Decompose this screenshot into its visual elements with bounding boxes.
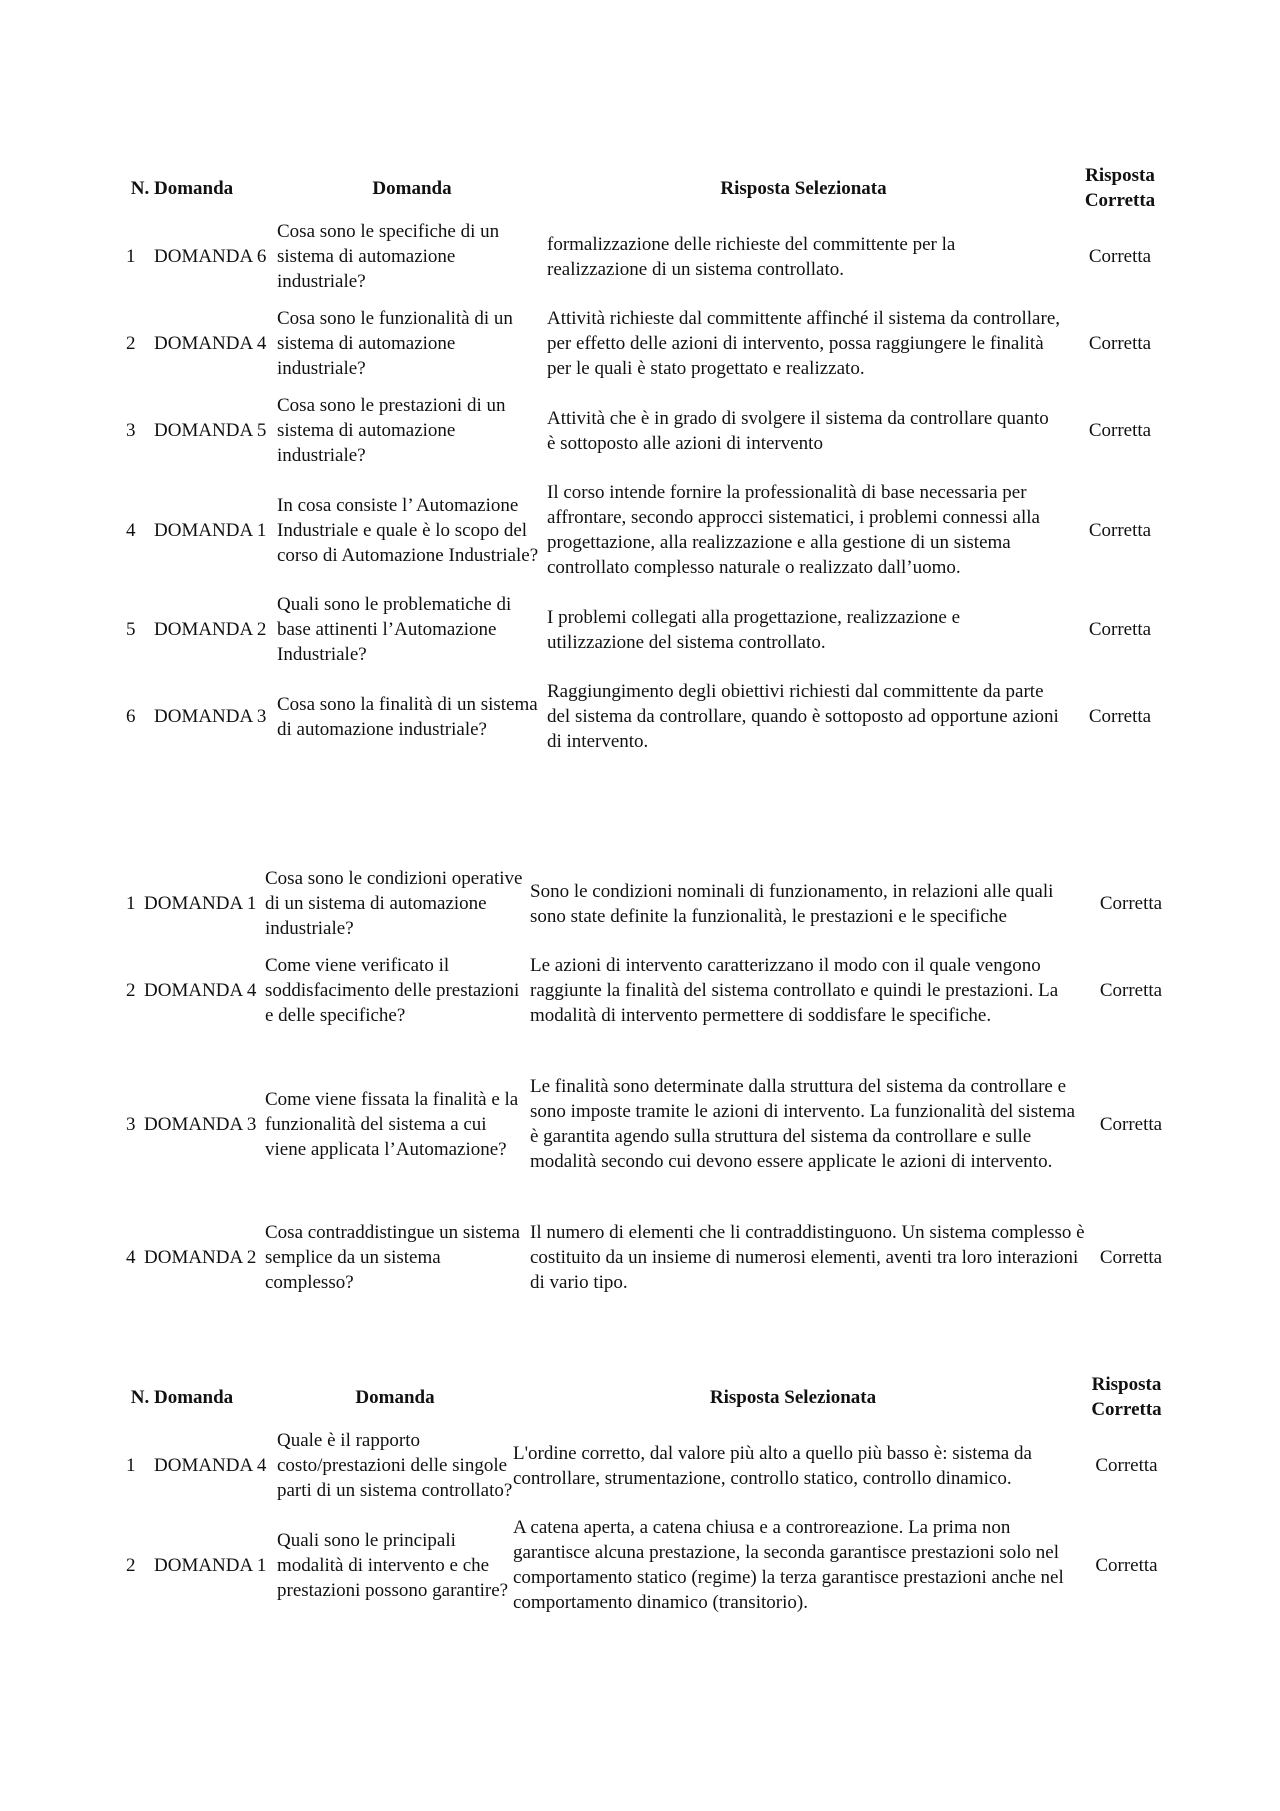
quiz-table-3: [126, 1366, 1180, 1627]
header-domanda: Domanda: [355, 1386, 435, 1408]
question-text: In cosa consiste l’ Automazione Industriale e quale è lo scopo del corso di Automazione Industriale?: [277, 494, 539, 566]
question-text: Cosa sono le condizioni operative di un sistema di automazione industriale?: [265, 868, 523, 939]
row-number: 6: [126, 706, 136, 727]
question-text: Come viene fissata la finalità e la funzionalità del sistema a cui viene applicata l’Automazione?: [265, 1088, 519, 1160]
table-row: [126, 306, 1180, 393]
question-text: Cosa sono le prestazioni di un sistema di automazione industriale?: [277, 395, 506, 466]
row-number: 5: [126, 619, 136, 640]
question-id: DOMANDA 1: [154, 1554, 267, 1576]
selected-answer: I problemi collegati alla progettazione, realizzazione e utilizzazione del sistema controllato.: [547, 606, 961, 653]
answer-result: Corretta: [1088, 519, 1152, 541]
row-number: 2: [126, 980, 136, 1001]
selected-answer: Il corso intende fornire la professionalità di base necessaria per affrontare, secondo approcci sistematici, i problemi connessi alla progettazione, alla realizzazione e alla gestione di un sistema controllato complesso naturale o realizzato dall’uomo.: [547, 482, 1040, 578]
answer-result: Corretta: [1088, 333, 1152, 354]
row-number: 3: [126, 1113, 136, 1135]
question-id: DOMANDA 6: [154, 246, 267, 267]
question-id: DOMANDA 1: [154, 519, 267, 541]
table-row: [126, 1220, 1176, 1307]
question-text: Come viene verificato il soddisfacimento delle prestazioni e delle specifiche?: [265, 955, 520, 1026]
table-header-row: [126, 157, 1180, 219]
header-domanda-id: Domanda: [154, 1386, 234, 1408]
selected-answer: A catena aperta, a catena chiusa e a controreazione. La prima non garantisce alcuna prestazione, la seconda garantisce prestazioni solo nel comportamento statico (regime) la terza garantisce prestazioni anche nel comportamento dinamico (transitorio).: [513, 1517, 1064, 1613]
row-number: 4: [126, 1247, 136, 1268]
answer-result: Corretta: [1095, 1554, 1158, 1576]
header-domanda-id: Domanda: [154, 177, 234, 199]
header-risposta-corretta: Risposta Corretta: [1091, 1374, 1162, 1420]
table-row: [126, 1428, 1180, 1515]
question-id: DOMANDA 4: [154, 333, 267, 354]
header-risposta-selezionata: Risposta Selezionata: [720, 177, 887, 199]
answer-result: Corretta: [1099, 1113, 1163, 1135]
table-row: [126, 953, 1176, 1040]
question-id: DOMANDA 2: [154, 619, 267, 640]
table-row: [126, 219, 1180, 306]
answer-result: Corretta: [1099, 980, 1163, 1001]
answer-result: Corretta: [1088, 706, 1152, 727]
selected-answer: Le finalità sono determinate dalla struttura del sistema da controllare e sono imposte tramite le azioni di intervento. La funzionalità del sistema è garantita agendo sulla struttura del sistema da controllare e sulle modalità secondo cui devono essere applicate le azioni di intervento.: [530, 1076, 1076, 1172]
table-row: [126, 1515, 1180, 1627]
question-id: DOMANDA 3: [144, 1113, 257, 1135]
selected-answer: Il numero di elementi che li contraddistinguono. Un sistema complesso è costituito da un insieme di numerosi elementi, aventi tra loro interazioni di vario tipo.: [530, 1222, 1085, 1293]
question-text: Cosa contraddistingue un sistema semplice da un sistema complesso?: [265, 1222, 520, 1293]
question-text: Quale è il rapporto costo/prestazioni delle singole parti di un sistema controllato?: [277, 1430, 513, 1501]
answer-result: Corretta: [1088, 246, 1152, 267]
selected-answer: L'ordine corretto, dal valore più alto a quello più basso è: sistema da controllare, strumentazione, controllo statico, controllo dinamico.: [513, 1442, 1032, 1489]
question-id: DOMANDA 4: [154, 1455, 267, 1476]
table-row: [126, 866, 1176, 953]
question-id: DOMANDA 4: [144, 980, 257, 1001]
row-number: 4: [126, 519, 136, 541]
table-row: [126, 480, 1180, 592]
question-text: Quali sono le problematiche di base attinenti l’Automazione Industriale?: [277, 594, 512, 665]
question-text: Quali sono le principali modalità di intervento e che prestazioni possono garantire?: [277, 1529, 509, 1601]
quiz-table-1: [126, 157, 1180, 766]
header-risposta-selezionata: Risposta Selezionata: [709, 1386, 877, 1408]
header-n: N.: [130, 1386, 150, 1408]
header-n: N.: [130, 177, 150, 199]
selected-answer: Sono le condizioni nominali di funzionamento, in relazioni alle quali sono state definite la funzionalità, le prestazioni e le specifiche: [530, 880, 1054, 927]
question-id: DOMANDA 3: [154, 706, 267, 727]
answer-result: Corretta: [1099, 893, 1163, 914]
answer-result: Corretta: [1099, 1247, 1163, 1268]
table-row: [126, 679, 1180, 766]
table-row: [126, 393, 1180, 480]
table-header-row: [126, 1366, 1180, 1428]
header-risposta-corretta: Risposta Corretta: [1084, 165, 1156, 211]
question-text: Cosa sono la finalità di un sistema di automazione industriale?: [277, 693, 538, 740]
question-text: Cosa sono le specifiche di un sistema di automazione industriale?: [277, 221, 500, 292]
selected-answer: Le azioni di intervento caratterizzano il modo con il quale vengono raggiunte la finalità del sistema controllato e quindi le prestazioni. La modalità di intervento permettere di soddisfare le specifiche.: [530, 955, 1059, 1026]
header-domanda: Domanda: [372, 177, 452, 199]
row-number: 2: [126, 1554, 136, 1576]
question-text: Cosa sono le funzionalità di un sistema di automazione industriale?: [277, 308, 513, 379]
question-id: DOMANDA 5: [154, 420, 267, 441]
row-number: 2: [126, 333, 136, 354]
answer-result: Corretta: [1088, 420, 1152, 441]
quiz-table-2: [126, 866, 1176, 1307]
selected-answer: Raggiungimento degli obiettivi richiesti dal committente da parte del sistema da controllare, quando è sottoposto ad opportune azioni di intervento.: [547, 681, 1059, 752]
selected-answer: Attività richieste dal committente affinché il sistema da controllare, per effetto delle azioni di intervento, possa raggiungere le finalità per le quali è stato progettato e realizzato.: [547, 308, 1060, 379]
table-row: [126, 1040, 1176, 1220]
answer-result: Corretta: [1095, 1455, 1158, 1476]
row-number: 1: [126, 1455, 136, 1476]
row-number: 1: [126, 246, 136, 267]
table-row: [126, 592, 1180, 679]
question-id: DOMANDA 1: [144, 893, 257, 914]
selected-answer: formalizzazione delle richieste del committente per la realizzazione di un sistema controllato.: [547, 233, 956, 280]
selected-answer: Attività che è in grado di svolgere il sistema da controllare quanto è sottoposto alle azioni di intervento: [547, 407, 1049, 454]
row-number: 1: [126, 893, 136, 914]
row-number: 3: [126, 420, 136, 441]
answer-result: Corretta: [1088, 619, 1152, 640]
question-id: DOMANDA 2: [144, 1247, 257, 1268]
